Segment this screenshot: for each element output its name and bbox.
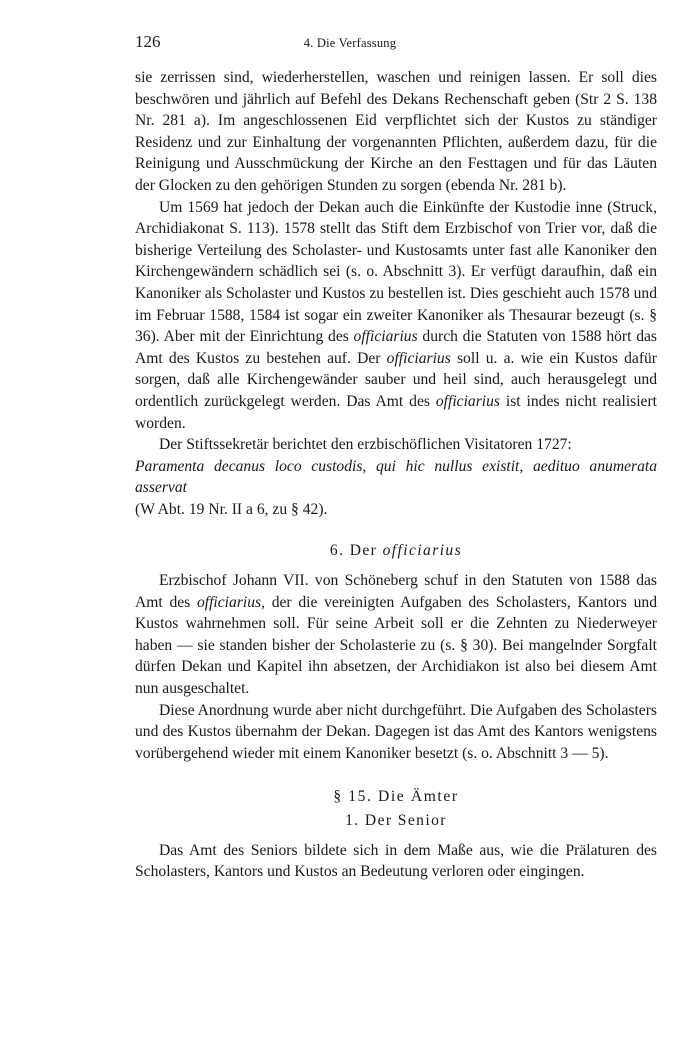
text-run: soll u. a. wie ein Kustos dafür sorgen, daß alle Kirchengewänder sauber und heil sind, auch herausgelegt und ordentlich zurückgelegt werden. Das Amt des [135,349,657,410]
paragraph: Diese Anordnung wurde aber nicht durchgeführt. Die Aufgaben des Scholasters und des Kustos übernahm der Dekan. Dagegen ist das Amt des Kantors wenigstens vorübergehend wieder mit einem Kanoniker besetzt (s. o. Abschnitt 3 — 5). [135,701,657,762]
latin-quote [135,456,657,521]
italic-term: officiarius, [196,593,265,611]
text-run: Erzbischof Johann VII. von Schöneberg schuf in den Statuten von 1588 das Amt des [135,572,657,611]
paragraph [135,197,657,435]
running-head: 4. Die Verfassung [303,36,397,50]
quote-text: Paramenta decanus loco custodis, qui hic nullus existit, aedituo anumerata asservat [135,457,657,497]
paragraph [135,570,657,700]
heading-text: 6. Der [329,542,383,560]
text-run: der die vereinigten Aufgaben des Scholasters, Kantors und Kustos wahrnehmen soll. Für seine Arbeit soll er die Zehnten zu Niederweyer haben — sie standen bisher der Scholasterie zu (s. § 30). Bei mangelnder Sorgfalt dürfen Dekan und Kapitel ihn absetzen, der Archidiakon ist also bei diesem Amt nun ausgeschaltet. [135,593,657,698]
paragraph: Das Amt des Seniors bildete sich in dem Maße aus, wie die Prälaturen des Scholasters, Kantors und Kustos an Bedeutung verloren oder eingingen. [135,841,657,881]
section-heading-officiarius [135,540,657,562]
text-run: durch die Statuten von 1588 hört das Amt des Kustos zu bestehen auf. Der [135,328,657,367]
paragraph: Der Stiftssekretär berichtet den erzbischöflichen Visitatoren 1727: [159,436,572,454]
quote-reference: (W Abt. 19 Nr. II a 6, zu § 42). [135,500,328,518]
chapter-heading: § 15. Die Ämter [333,788,459,806]
body-text [135,67,657,883]
section-heading-senior: 1. Der Senior [345,812,447,829]
italic-term: officiarius [435,392,500,410]
page-number: 126 [135,32,161,51]
text-run: Um 1569 hat jedoch der Dekan auch die Einkünfte der Kustodie inne (Struck, Archidiakonat S. 113). 1578 stellt das Stift dem Erzbischof von Trier vor, daß die bisherige Verteilung des Scholaster- und Kustosamts unter fast alle Kanoniker den Kirchengewändern schädlich sei (s. o. Abschnitt 3). Er verfügt daraufhin, daß ein Kanoniker als Scholaster und Kustos zu bestellen ist. Dies geschieht auch 1578 und im Februar 1588, 1584 ist sogar ein zweiter Kanoniker als Thesaurar bezeugt (s. § 36). Aber mit der Einrichtung des [135,198,657,346]
italic-term: officiarius [353,328,418,346]
paragraph: sie zerrissen sind, wiederherstellen, waschen und reinigen lassen. Er soll dies beschwören und jährlich auf Befehl des Dekans Rechenschaft geben (Str 2 S. 138 Nr. 281 a). Im angeschlossenen Eid verpflichtet sich der Kustos zu ständiger Residenz und zur Einhaltung der vorgenannten Pflichten, außerdem dazu, für die Reinigung und Ausschmückung der Kirche an den Festtagen und für das Läuten der Glocken zu den gehörigen Stunden zu sorgen (ebenda Nr. 281 b). [135,69,657,194]
text-run: ist indes nicht realisiert worden. [135,392,657,432]
italic-term: officiarius [386,349,451,367]
heading-italic: officiarius [382,542,463,560]
